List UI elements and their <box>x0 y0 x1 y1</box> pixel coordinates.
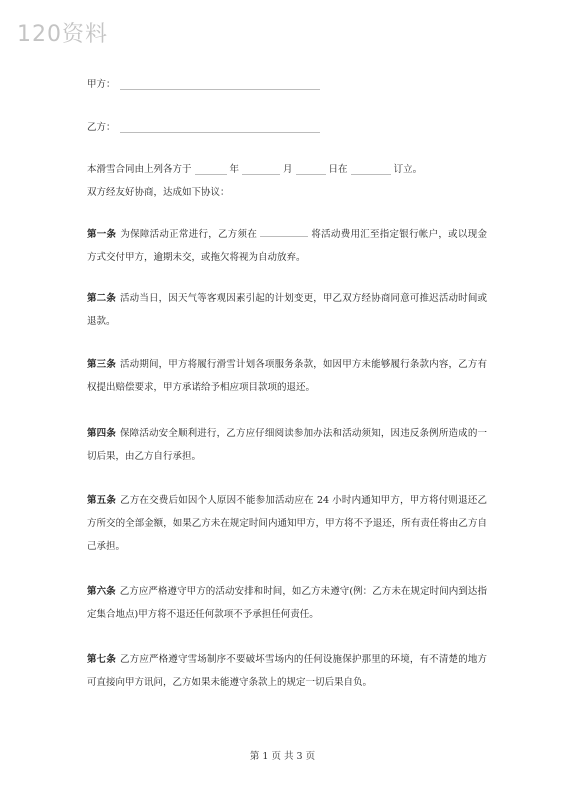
clause-3 <box>87 353 487 399</box>
sign-prefix: 本滑雪合同由上列各方于 <box>87 164 192 175</box>
party-a-blank <box>120 79 320 90</box>
clause-number: 第七条 <box>87 654 116 665</box>
clause-2 <box>87 287 487 333</box>
clause-text: 保障活动安全顺利进行，乙方应仔细阅读参加办法和活动须知，因违反条例所造成的一切后果，由乙方自行承担。 <box>87 428 487 462</box>
clause-7 <box>87 648 487 694</box>
clause-number: 第六条 <box>87 586 116 597</box>
clause-5 <box>87 489 487 558</box>
party-b-line <box>87 119 320 133</box>
watermark-logo: 120资料 <box>17 22 108 47</box>
clause-text: 活动期间，甲方将履行滑雪计划各项服务条款，如因甲方未能够履行条款内容，乙方有权提出赔偿要求，甲方承诺给予相应项目款项的退还。 <box>87 359 487 393</box>
clause-number: 第五条 <box>87 495 117 506</box>
day-blank <box>296 164 326 175</box>
month-blank <box>242 164 280 175</box>
clause-text: 将活动费用汇至指定银行帐户，或以现金方式交付甲方，逾期未交，或拖欠将视为自动放弃。 <box>87 229 487 263</box>
clause-number: 第二条 <box>87 293 116 304</box>
clause-number: 第四条 <box>87 428 116 439</box>
year-blank <box>195 164 227 175</box>
clause-text: 乙方在交费后如因个人原因不能参加活动应在 24 小时内通知甲方，甲方将付则退还乙方所交的全部金额，如果乙方未在规定时间内通知甲方，甲方将不予退还，所有责任将由乙方自己承担。 <box>87 495 487 552</box>
clause-number: 第一条 <box>87 229 117 240</box>
sign-month: 月 <box>283 164 293 175</box>
clause-text: 乙方应严格遵守甲方的活动安排和时间，如乙方未遵守(例：乙方未在规定时间内到达指定集合地点)甲方将不退还任何款项不予承担任何责任。 <box>87 586 487 620</box>
sign-year: 年 <box>229 164 240 175</box>
payment-date-blank <box>260 226 308 237</box>
clause-text: 为保障活动正常进行，乙方须在 <box>120 229 258 240</box>
clause-text: 乙方应严格遵守雪场制序不要破坏雪场内的任何设施保护那里的环境，有不清楚的地方可直接向甲方讯问，乙方如果未能遵守条款上的规定一切后果自负。 <box>87 654 487 688</box>
clause-text: 活动当日，因天气等客观因素引起的计划变更，甲乙双方经协商同意可推迟活动时间或退款。 <box>87 293 487 327</box>
page-number: 第 1 页 共 3 页 <box>249 751 316 762</box>
clause-6 <box>87 580 487 626</box>
party-a-label: 甲方： <box>87 79 116 90</box>
intro-text: 双方经友好协商，达成如下协议： <box>87 187 230 198</box>
clause-1 <box>87 223 487 269</box>
party-a-line <box>87 76 320 90</box>
clause-4 <box>87 422 487 468</box>
signing-date-line <box>87 161 422 175</box>
sign-suffix: 订立。 <box>393 164 423 175</box>
sign-day: 日在 <box>328 164 348 175</box>
party-b-label: 乙方： <box>87 122 116 133</box>
party-b-blank <box>120 122 320 133</box>
clause-number: 第三条 <box>87 359 116 370</box>
place-blank <box>351 164 391 175</box>
